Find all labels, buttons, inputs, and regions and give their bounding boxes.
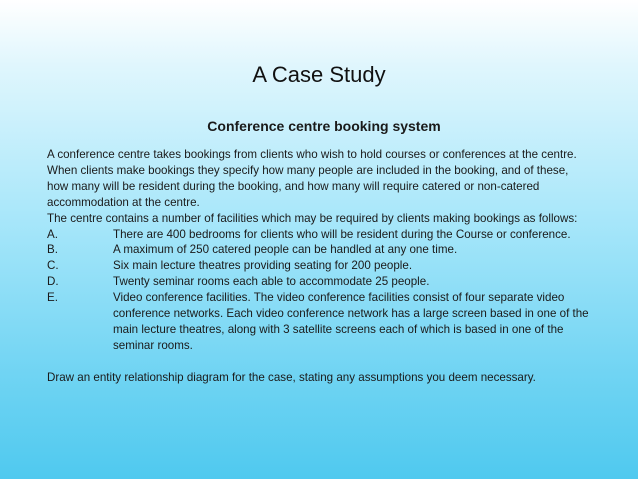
list-item-text: There are 400 bedrooms for clients who will be resident during the Course or conference. — [113, 227, 571, 241]
facilities-intro-paragraph: The centre contains a number of facilities which may be required by clients making bookings as follows: — [47, 211, 578, 225]
task-paragraph: Draw an entity relationship diagram for the case, stating any assumptions you deem necessary. — [47, 370, 536, 384]
list-item-letter: C. — [47, 259, 59, 273]
slide-subtitle: Conference centre booking system — [207, 118, 441, 134]
slide-title: A Case Study — [252, 62, 386, 87]
list-item-letter: B. — [47, 243, 58, 257]
list-item-letter: D. — [47, 275, 59, 289]
list-item-text: Six main lecture theatres providing seating for 200 people. — [113, 259, 413, 273]
list-item-text: Twenty seminar rooms each able to accommodate 25 people. — [113, 275, 430, 289]
list-item — [47, 258, 592, 274]
list-item-letter: A. — [47, 227, 58, 241]
list-item-text: Video conference facilities. The video conference facilities consist of four separate video conference networks. Each video conference network has a large screen based in one of the main lecture theatres, along with 3 satellite screens each of which is based in one of the seminar rooms. — [113, 291, 589, 352]
spacer — [47, 354, 592, 370]
list-item — [47, 227, 592, 243]
list-item-text: A maximum of 250 catered people can be handled at any one time. — [113, 243, 458, 257]
list-item-letter: E. — [47, 291, 58, 305]
list-item — [47, 274, 592, 290]
slide-body — [47, 147, 592, 386]
intro-paragraph: A conference centre takes bookings from clients who wish to hold courses or conferences at the centre. When clients make bookings they specify how many people are included in the booking, and of these, how many will be resident during the booking, and how many will require catered or non-catered accommodation at the centre. — [47, 148, 577, 209]
list-item — [47, 290, 592, 354]
list-item — [47, 242, 592, 258]
